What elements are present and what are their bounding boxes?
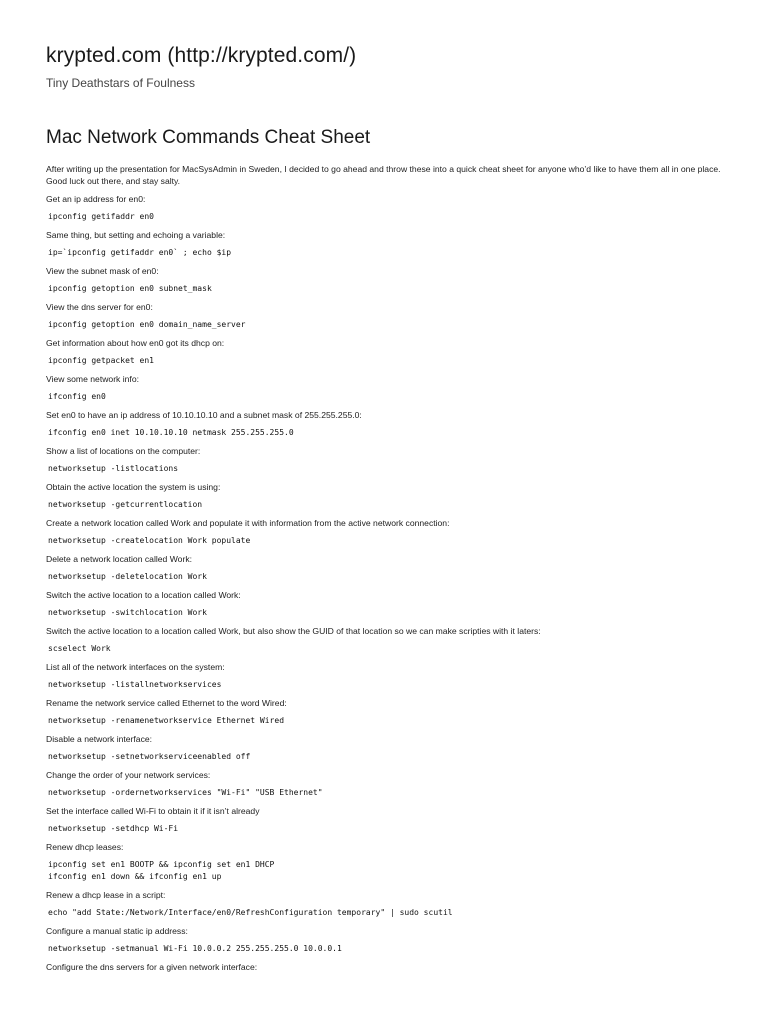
post-content xyxy=(46,163,722,979)
code-snippet: networksetup -ordernetworkservices "Wi-Fi" "USB Ethernet" xyxy=(48,788,323,797)
code-snippet: ipconfig getoption en0 subnet_mask xyxy=(48,284,212,293)
code-snippet: networksetup -setmanual Wi-Fi 10.0.0.2 255.255.255.0 10.0.0.1 xyxy=(48,944,342,953)
paragraph: After writing up the presentation for MacSysAdmin in Sweden, I decided to go ahead and throw these into a quick cheat sheet for anyone who’d like to have them all in one place. Good luck out there, and stay salty. xyxy=(46,164,721,186)
site-tagline: Tiny Deathstars of Foulness xyxy=(46,76,195,90)
code-snippet: ipconfig getpacket en1 xyxy=(48,356,154,365)
code-snippet: networksetup -createlocation Work populate xyxy=(48,536,251,545)
code-snippet: echo "add State:/Network/Interface/en0/RefreshConfiguration temporary" | sudo scutil xyxy=(48,908,453,917)
paragraph: Configure the dns servers for a given network interface: xyxy=(46,962,258,972)
code-snippet: scselect Work xyxy=(48,644,111,653)
paragraph: Show a list of locations on the computer: xyxy=(46,446,201,456)
paragraph: Create a network location called Work and populate it with information from the active network connection: xyxy=(46,518,450,528)
code-snippet: ipconfig set en1 BOOTP && ipconfig set en1 DHCP ifconfig en1 down && ifconfig en1 up xyxy=(48,860,275,881)
code-snippet: networksetup -listlocations xyxy=(48,464,179,473)
paragraph: Renew a dhcp lease in a script: xyxy=(46,890,166,900)
code-snippet: networksetup -renamenetworkservice Ethernet Wired xyxy=(48,716,285,725)
code-snippet: ipconfig getoption en0 domain_name_server xyxy=(48,320,246,329)
paragraph: Get information about how en0 got its dhcp on: xyxy=(46,338,225,348)
code-snippet: networksetup -setnetworkserviceenabled off xyxy=(48,752,251,761)
paragraph: Same thing, but setting and echoing a variable: xyxy=(46,230,226,240)
paragraph: Configure a manual static ip address: xyxy=(46,926,188,936)
code-snippet: ip=`ipconfig getifaddr en0` ; echo $ip xyxy=(48,248,232,257)
paragraph: Rename the network service called Ethernet to the word Wired: xyxy=(46,698,287,708)
code-snippet: ipconfig getifaddr en0 xyxy=(48,212,154,221)
paragraph: Disable a network interface: xyxy=(46,734,153,744)
code-snippet: networksetup -getcurrentlocation xyxy=(48,500,203,509)
paragraph: Get an ip address for en0: xyxy=(46,194,146,204)
paragraph: View the dns server for en0: xyxy=(46,302,153,312)
paragraph: View some network info: xyxy=(46,374,139,384)
code-snippet: networksetup -deletelocation Work xyxy=(48,572,207,581)
code-snippet: networksetup -listallnetworkservices xyxy=(48,680,222,689)
code-snippet: ifconfig en0 inet 10.10.10.10 netmask 255.255.255.0 xyxy=(48,428,294,437)
paragraph: List all of the network interfaces on the system: xyxy=(46,662,225,672)
code-snippet: networksetup -switchlocation Work xyxy=(48,608,207,617)
paragraph: Switch the active location to a location called Work, but also show the GUID of that location so we can make scripties with it laters: xyxy=(46,626,541,636)
code-snippet: ifconfig en0 xyxy=(48,392,106,401)
post-title: Mac Network Commands Cheat Sheet xyxy=(46,127,371,148)
site-title-link[interactable]: krypted.com (http://krypted.com/) xyxy=(46,44,357,67)
paragraph: Switch the active location to a location called Work: xyxy=(46,590,241,600)
paragraph: View the subnet mask of en0: xyxy=(46,266,159,276)
spacer xyxy=(46,973,722,979)
code-snippet: networksetup -setdhcp Wi-Fi xyxy=(48,824,179,833)
paragraph: Renew dhcp leases: xyxy=(46,842,124,852)
paragraph: Obtain the active location the system is using: xyxy=(46,482,221,492)
paragraph: Set the interface called Wi-Fi to obtain it if it isn’t already xyxy=(46,806,260,816)
paragraph: Delete a network location called Work: xyxy=(46,554,193,564)
paragraph: Change the order of your network services: xyxy=(46,770,211,780)
paragraph: Set en0 to have an ip address of 10.10.10.10 and a subnet mask of 255.255.255.0: xyxy=(46,410,362,420)
